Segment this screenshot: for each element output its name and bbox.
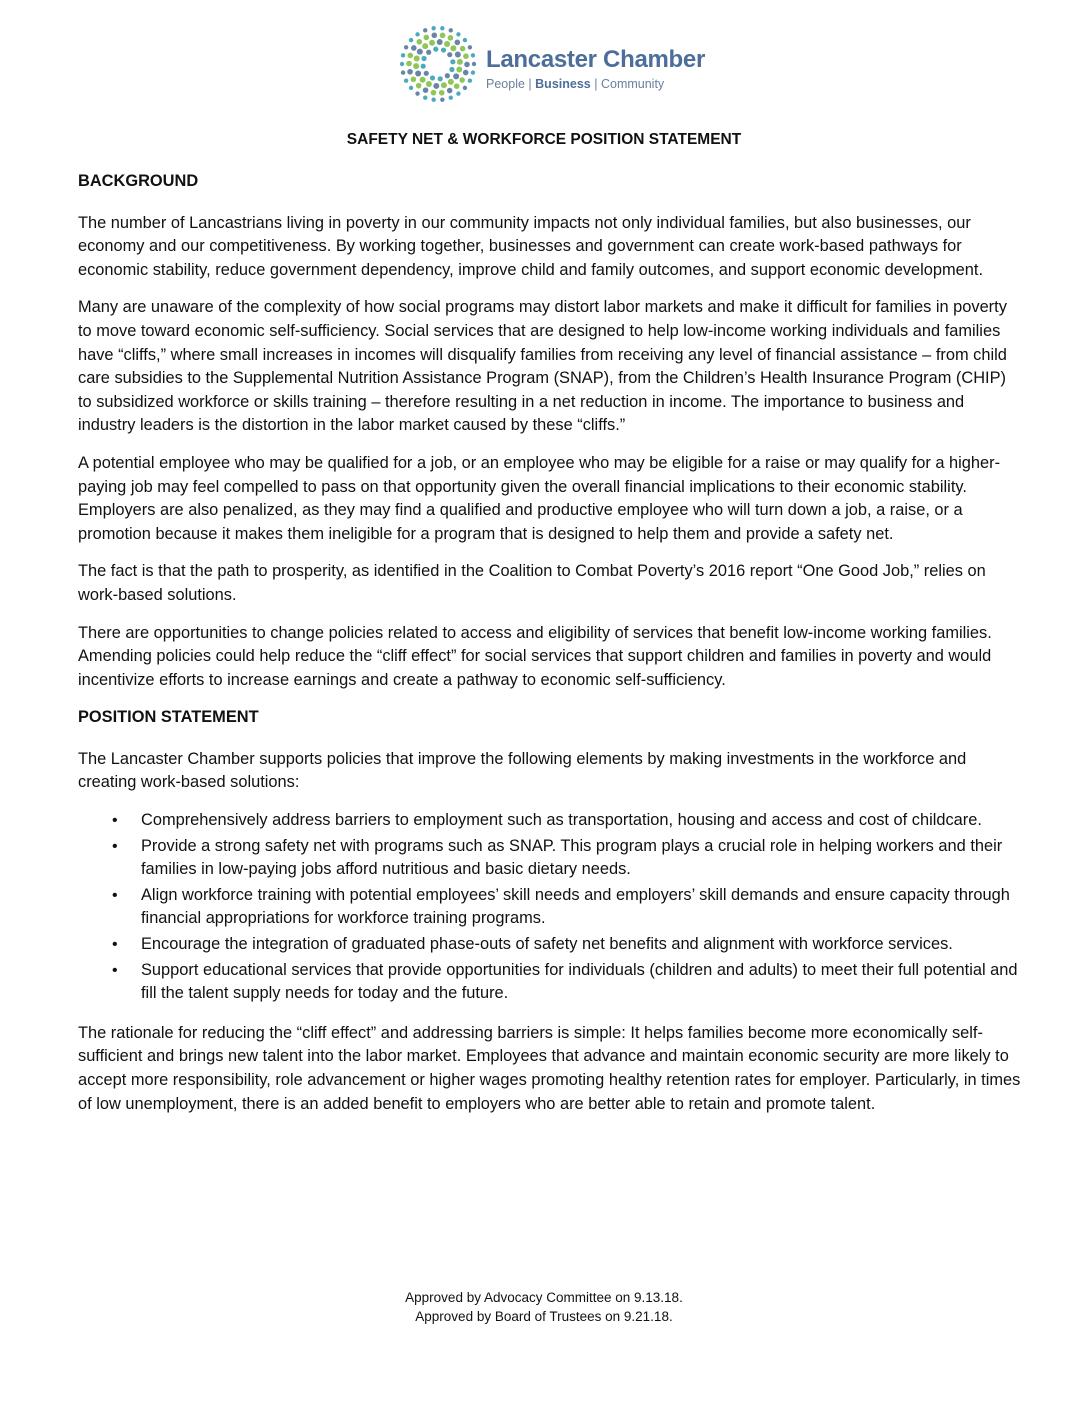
logo-dot bbox=[468, 79, 472, 83]
logo-dot bbox=[455, 51, 461, 57]
position-bullet-list bbox=[78, 809, 1023, 1006]
logo-dot bbox=[460, 46, 466, 52]
position-intro: The Lancaster Chamber supports policies that improve the following elements by making investments in the workforce and creating work-based solutions: bbox=[78, 749, 967, 792]
logo-dot bbox=[401, 70, 405, 74]
logo-dot bbox=[449, 95, 453, 99]
logo-dot bbox=[423, 95, 427, 99]
logo-dot bbox=[453, 73, 459, 79]
logo-dot bbox=[463, 38, 467, 42]
logo-dot bbox=[438, 76, 443, 81]
logo-dot bbox=[471, 53, 475, 57]
logo-dot bbox=[448, 79, 454, 85]
logo-dot bbox=[450, 45, 456, 51]
list-item: • Align workforce training with potential employees’ skill needs and employers’ skill demands and ensure capacity through financial appropriations for workforce training programs. bbox=[112, 885, 1010, 928]
logo-dot bbox=[447, 88, 453, 94]
background-paragraph: The number of Lancastrians living in poverty in our community impacts not only individual families, but also businesses, our economy and our competitiveness. By working together, businesses and government can create work-based pathways for economic stability, reduce government dependency, improve child and family outcomes, and support economic development. bbox=[78, 213, 984, 279]
document-body bbox=[78, 170, 1023, 1130]
logo-dot bbox=[409, 38, 413, 42]
logo-dot bbox=[431, 26, 435, 30]
logo-dot bbox=[431, 98, 435, 102]
list-item: • Provide a strong safety net with programs such as SNAP. This program plays a crucial role in helping workers and their families in low-paying jobs afford nutritious and basic dietary needs. bbox=[112, 836, 1003, 879]
logo-dot bbox=[447, 52, 452, 57]
list-item: • Encourage the integration of graduated phase-outs of safety net benefits and alignment with workforce services. bbox=[78, 933, 1023, 957]
logo-dot bbox=[463, 70, 469, 76]
logo-dot bbox=[454, 83, 460, 89]
document-title: SAFETY NET & WORKFORCE POSITION STATEMENT bbox=[346, 131, 742, 148]
logo-dot bbox=[423, 87, 429, 93]
bullet-icon: • bbox=[112, 812, 118, 830]
logo-dot bbox=[409, 86, 413, 90]
footer-line-advocacy: Approved by Advocacy Committee on 9.13.18. bbox=[405, 1290, 683, 1305]
logo-dot bbox=[448, 35, 454, 41]
list-item: • Comprehensively address barriers to employment such as transportation, housing and access and cost of childcare. bbox=[78, 809, 1023, 833]
list-item: • Support educational services that provide opportunities for individuals (children and adults) to meet their full potential and fill the talent supply needs for today and the future. bbox=[112, 960, 1018, 1003]
logo-dot bbox=[423, 28, 427, 32]
logo-dot bbox=[408, 53, 414, 59]
logo-dot bbox=[441, 47, 446, 52]
bullet-icon: • bbox=[112, 936, 118, 954]
logo-dot bbox=[430, 75, 435, 80]
logo-dot bbox=[429, 40, 435, 46]
logo-dot bbox=[421, 64, 426, 69]
logo-dot bbox=[416, 83, 422, 89]
logo-dot bbox=[445, 73, 450, 78]
logo-dot bbox=[440, 33, 446, 39]
footer-line-trustees: Approved by Board of Trustees on 9.21.18. bbox=[415, 1309, 673, 1324]
logo-dot bbox=[456, 66, 462, 72]
lancaster-chamber-logo bbox=[396, 22, 706, 106]
logo-name: Lancaster Chamber bbox=[486, 46, 705, 73]
logo-dot bbox=[417, 49, 423, 55]
position-statement-heading: POSITION STATEMENT bbox=[78, 708, 259, 727]
background-heading: BACKGROUND bbox=[78, 172, 199, 190]
logo-dot bbox=[426, 81, 432, 87]
logo-dot bbox=[431, 90, 437, 96]
background-paragraph: Many are unaware of the complexity of how social programs may distort labor markets and make it difficult for families in poverty to move toward economic self-sufficiency. Social services that are designed to help low-income working individuals and families have “cliffs,” where small increases in incomes will disqualify families from receiving any level of financial assistance – from child care subsidies to the Supplemental Nutrition Assistance Program (SNAP), from the Children’s Health Insurance Program (CHIP) to subsidized workforce or skills training – therefore resulting in a net reduction in income. The importance to business and industry leaders is the distortion in the labor market caused by these “cliffs.” bbox=[78, 298, 1007, 435]
logo-dot bbox=[433, 83, 439, 89]
logo-dot bbox=[455, 40, 461, 46]
closing-paragraph: The rationale for reducing the “cliff effect” and addressing barriers is simple: It helps families become more economically self-sufficient and brings new talent into the labor market. Employees that advance and maintain economic security are more likely to accept more responsibility, role advancement or higher wages promoting healthy retention rates for employer. Particularly, in times of low unemployment, there is an added benefit to employers who are better able to retain and promote talent. bbox=[78, 1023, 1021, 1113]
logo-dot bbox=[459, 77, 465, 83]
logo-dot bbox=[449, 28, 453, 32]
logo-dot bbox=[449, 67, 454, 72]
logo-dot bbox=[404, 45, 408, 49]
logo-dot bbox=[420, 77, 426, 83]
background-paragraph: There are opportunities to change policies related to access and eligibility of services that benefit low-income working families. Amending policies could help reduce the “cliff effect” for social services that support children and families in poverty and would incentivize efforts to increase earnings and create a pathway to economic self-sufficiency. bbox=[78, 623, 992, 689]
logo-dot bbox=[439, 90, 445, 96]
logo-dot bbox=[415, 32, 419, 36]
bullet-icon: • bbox=[112, 961, 118, 979]
logo-dot bbox=[463, 53, 469, 59]
logo-tagline: People | Business | Community bbox=[486, 77, 665, 91]
logo-dot bbox=[450, 59, 455, 64]
logo-dot bbox=[411, 77, 417, 83]
logo-dot bbox=[444, 41, 450, 47]
logo-dot bbox=[433, 47, 438, 52]
bullet-icon: • bbox=[112, 886, 118, 904]
logo-dot bbox=[471, 70, 475, 74]
logo-dot bbox=[413, 63, 419, 69]
logo-dot bbox=[440, 26, 444, 30]
logo-dot bbox=[472, 62, 476, 66]
logo-dot bbox=[456, 32, 460, 36]
logo-dot bbox=[468, 45, 472, 49]
logo-dot bbox=[415, 71, 421, 77]
logo-dot bbox=[437, 39, 443, 45]
logo-dot bbox=[414, 56, 420, 62]
logo-dot bbox=[456, 91, 460, 95]
logo-dot bbox=[415, 91, 419, 95]
logo-dot bbox=[400, 62, 404, 66]
logo-dot bbox=[463, 86, 467, 90]
logo-dot bbox=[426, 50, 431, 55]
logo-dot bbox=[457, 59, 463, 65]
logo-dot bbox=[406, 61, 412, 67]
logo-dot bbox=[411, 45, 417, 51]
logo-dot bbox=[464, 62, 470, 68]
logo-dot bbox=[431, 32, 437, 38]
bullet-icon: • bbox=[112, 837, 118, 855]
logo-dot bbox=[417, 39, 423, 45]
logo-dot bbox=[422, 43, 428, 49]
logo-dot bbox=[440, 98, 444, 102]
approval-footer bbox=[0, 1288, 1088, 1326]
background-paragraph: A potential employee who may be qualified for a job, or an employee who may be eligible for a raise or may qualify for a higher-paying job may feel compelled to pass on that opportunity given the overall financial implications to their economic stability. Employers are also penalized, as they may find a qualified and productive employee who will turn down a job, a raise, or a promotion because it makes them ineligible for a program that is designed to help them and provide a safety net. bbox=[78, 453, 1001, 543]
logo-dot bbox=[404, 79, 408, 83]
logo-dot bbox=[407, 69, 413, 75]
logo-dot bbox=[421, 56, 426, 61]
logo-dot bbox=[424, 71, 429, 76]
dot-circle-logo-mark bbox=[396, 22, 480, 106]
background-paragraph: The fact is that the path to prosperity, as identified in the Coalition to Combat Poverty’s 2016 report “One Good Job,” relies on work-based solutions. bbox=[78, 562, 986, 604]
logo-dot bbox=[401, 53, 405, 57]
logo-dot bbox=[441, 82, 447, 88]
logo-dot bbox=[424, 35, 430, 41]
